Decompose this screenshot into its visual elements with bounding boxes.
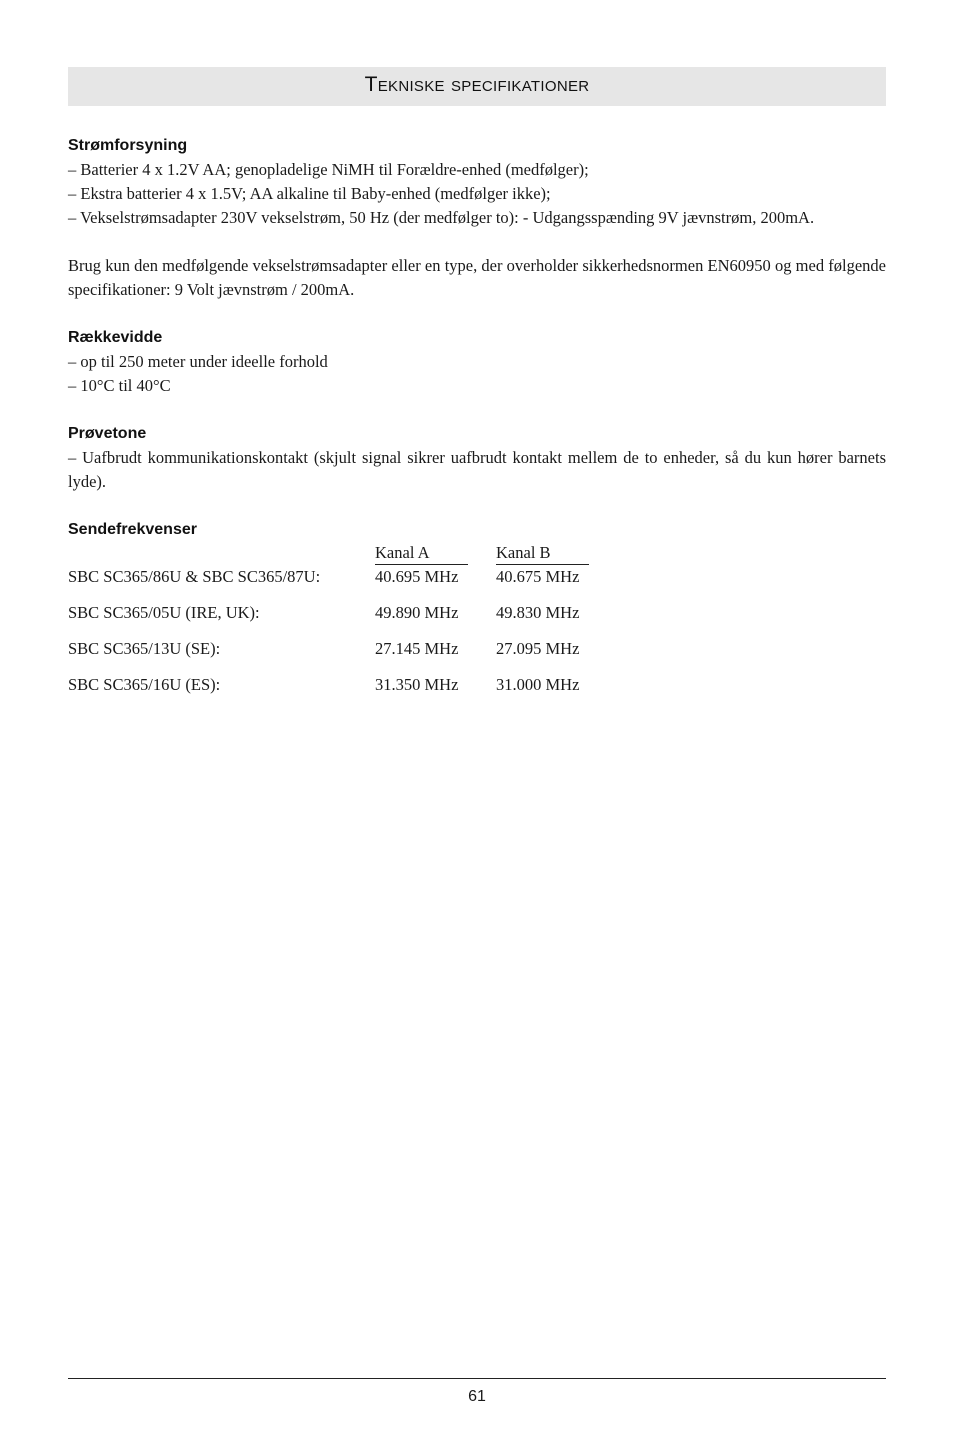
content [68, 134, 886, 709]
kanal-b-cell: 27.095 MHz [496, 639, 580, 658]
test-tone-section [68, 422, 886, 494]
test-tone-heading: Prøvetone [68, 425, 147, 442]
page-number: 61 [468, 1388, 486, 1405]
model-cell: SBC SC365/86U & SBC SC365/87U: [68, 567, 321, 586]
kanal-a-cell: 40.695 MHz [375, 567, 459, 586]
table-row [68, 673, 596, 709]
column-header-kanal-b: Kanal B [496, 542, 596, 565]
power-heading: Strømforsyning [68, 137, 188, 154]
range-heading: Rækkevidde [68, 329, 163, 346]
model-cell: SBC SC365/16U (ES): [68, 675, 221, 694]
frequencies-section [68, 518, 886, 709]
table-row [68, 601, 596, 637]
frequencies-heading: Sendefrekvenser [68, 521, 197, 538]
kanal-b-cell: 31.000 MHz [496, 675, 580, 694]
test-tone-text: – Uafbrudt kommunikationskontakt (skjult signal sikrer uafbrudt kontakt mellem de to enheder, så du kun hører barnets lyde). [68, 448, 886, 491]
kanal-a-cell: 49.890 MHz [375, 603, 459, 622]
frequency-header-row [68, 542, 596, 565]
table-row [68, 565, 596, 601]
model-cell: SBC SC365/13U (SE): [68, 639, 221, 658]
range-line: – op til 250 meter under ideelle forhold [68, 352, 328, 371]
kanal-b-cell: 49.830 MHz [496, 603, 580, 622]
column-header-kanal-a: Kanal A [375, 542, 496, 565]
model-cell: SBC SC365/05U (IRE, UK): [68, 603, 260, 622]
footer-divider [68, 1378, 886, 1379]
title-bar [68, 67, 886, 106]
power-line: – Vekselstrømsadapter 230V vekselstrøm, 50 Hz (der medfølger to): - Udgangsspænding 9V jævnstrøm, 200mA. [68, 208, 815, 227]
range-section [68, 326, 886, 398]
power-section [68, 134, 886, 230]
power-line: – Ekstra batterier 4 x 1.5V; AA alkaline til Baby-enhed (medfølger ikke); [68, 184, 551, 203]
kanal-b-cell: 40.675 MHz [496, 567, 580, 586]
page-title: Tekniske specifikationer [364, 73, 590, 96]
table-row [68, 637, 596, 673]
range-line: – 10°C til 40°C [68, 376, 171, 395]
adapter-note: Brug kun den medfølgende vekselstrømsadapter eller en type, der overholder sikkerhedsnormen EN60950 og med følgende specifikationer: 9 Volt jævnstrøm / 200mA. [68, 256, 886, 299]
power-line: – Batterier 4 x 1.2V AA; genopladelige NiMH til Forældre-enhed (medfølger); [68, 160, 589, 179]
kanal-a-cell: 27.145 MHz [375, 639, 459, 658]
kanal-a-cell: 31.350 MHz [375, 675, 459, 694]
frequency-table [68, 542, 596, 709]
